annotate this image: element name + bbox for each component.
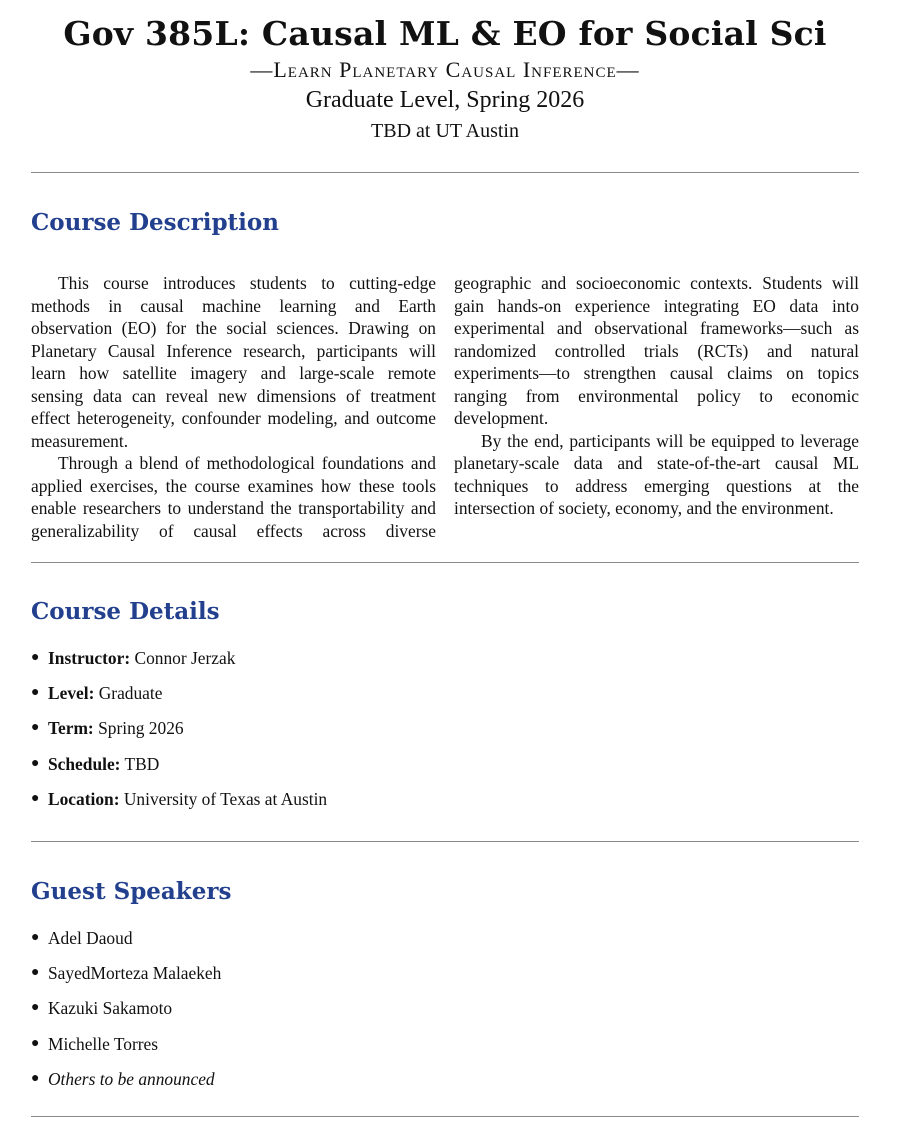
section-divider (31, 562, 859, 563)
syllabus-header (31, 0, 859, 146)
description-paragraph: By the end, participants will be equipped to leverage planetary-scale data and state-of-the-art causal ML techniques to address emerging questions at the intersection of society, economy, and the environment. (454, 430, 859, 518)
description-paragraph: Through a blend of methodological foundations and applied exercises, the course examines how these tools enable researchers to understand the transportability and generalizability of causal effects across diverse geographic and socioeconomic contexts. Students will gain hands-on experience integrating EO data into experimental and observational frameworks—such as randomized controlled trials (RCTs) and natural experiments—to strengthen causal claims on topics ranging from environmental policy to economic development. (31, 273, 859, 541)
course-title: Gov 385L: Causal ML & EO for Social Sci (63, 14, 827, 53)
guest-speakers-list (31, 927, 221, 1103)
detail-label: Term: (48, 718, 94, 739)
bullet-dot-icon: ● (31, 1000, 40, 1016)
detail-label: Schedule: (48, 753, 121, 774)
course-level-term: Graduate Level, Spring 2026 (305, 87, 585, 113)
section-divider (31, 1116, 859, 1117)
bullet-dot-icon: ● (31, 1070, 40, 1086)
list-item (31, 788, 327, 823)
list-item (31, 647, 327, 682)
bullet-dot-icon: ● (31, 720, 40, 736)
list-item (31, 1068, 221, 1103)
course-description-heading: Course Description (31, 209, 279, 236)
syllabus-page (31, 0, 859, 1089)
detail-value: University of Texas at Austin (123, 788, 328, 809)
detail-label: Level: (48, 683, 95, 704)
detail-value: TBD (124, 753, 160, 774)
bullet-dot-icon: ● (31, 650, 40, 665)
list-item (31, 682, 327, 717)
list-item (31, 962, 221, 997)
detail-value: Graduate (98, 683, 163, 704)
section-divider (31, 172, 859, 173)
detail-value: Spring 2026 (98, 718, 184, 739)
bullet-dot-icon: ● (31, 755, 40, 771)
bullet-dot-icon: ● (31, 790, 40, 806)
course-location: TBD at UT Austin (371, 120, 519, 142)
detail-label: Location: (48, 788, 120, 809)
bullet-dot-icon: ● (31, 685, 40, 701)
course-details-heading: Course Details (31, 598, 220, 625)
speaker-name: Adel Daoud (48, 928, 133, 948)
detail-label: Instructor: (48, 648, 131, 668)
course-details-list (31, 647, 327, 823)
speaker-name: SayedMorteza Malaekeh (48, 963, 222, 984)
course-subtitle: —Learn Planetary Causal Inference— (250, 57, 640, 82)
detail-value: Connor Jerzak (134, 648, 236, 668)
list-item (31, 717, 327, 752)
speaker-placeholder: Others to be announced (48, 1068, 215, 1089)
list-item (31, 1033, 221, 1068)
guest-speakers-heading: Guest Speakers (31, 878, 232, 905)
bullet-dot-icon: ● (31, 930, 40, 945)
list-item (31, 927, 221, 962)
description-paragraph: This course introduces students to cutting-edge methods in causal machine learning and Earth observation (EO) for the social sciences. Drawing on Planetary Causal Inference research, participants will learn how satellite imagery and large-scale remote sensing data can reveal new dimensions of treatment effect heterogeneity, confounder modeling, and outcome measurement. (31, 273, 436, 451)
bullet-dot-icon: ● (31, 1035, 40, 1051)
list-item (31, 997, 221, 1032)
speaker-name: Kazuki Sakamoto (48, 998, 173, 1019)
section-divider (31, 841, 859, 842)
course-description-body (31, 272, 859, 542)
list-item (31, 753, 327, 788)
bullet-dot-icon: ● (31, 965, 40, 981)
speaker-name: Michelle Torres (48, 1033, 159, 1054)
